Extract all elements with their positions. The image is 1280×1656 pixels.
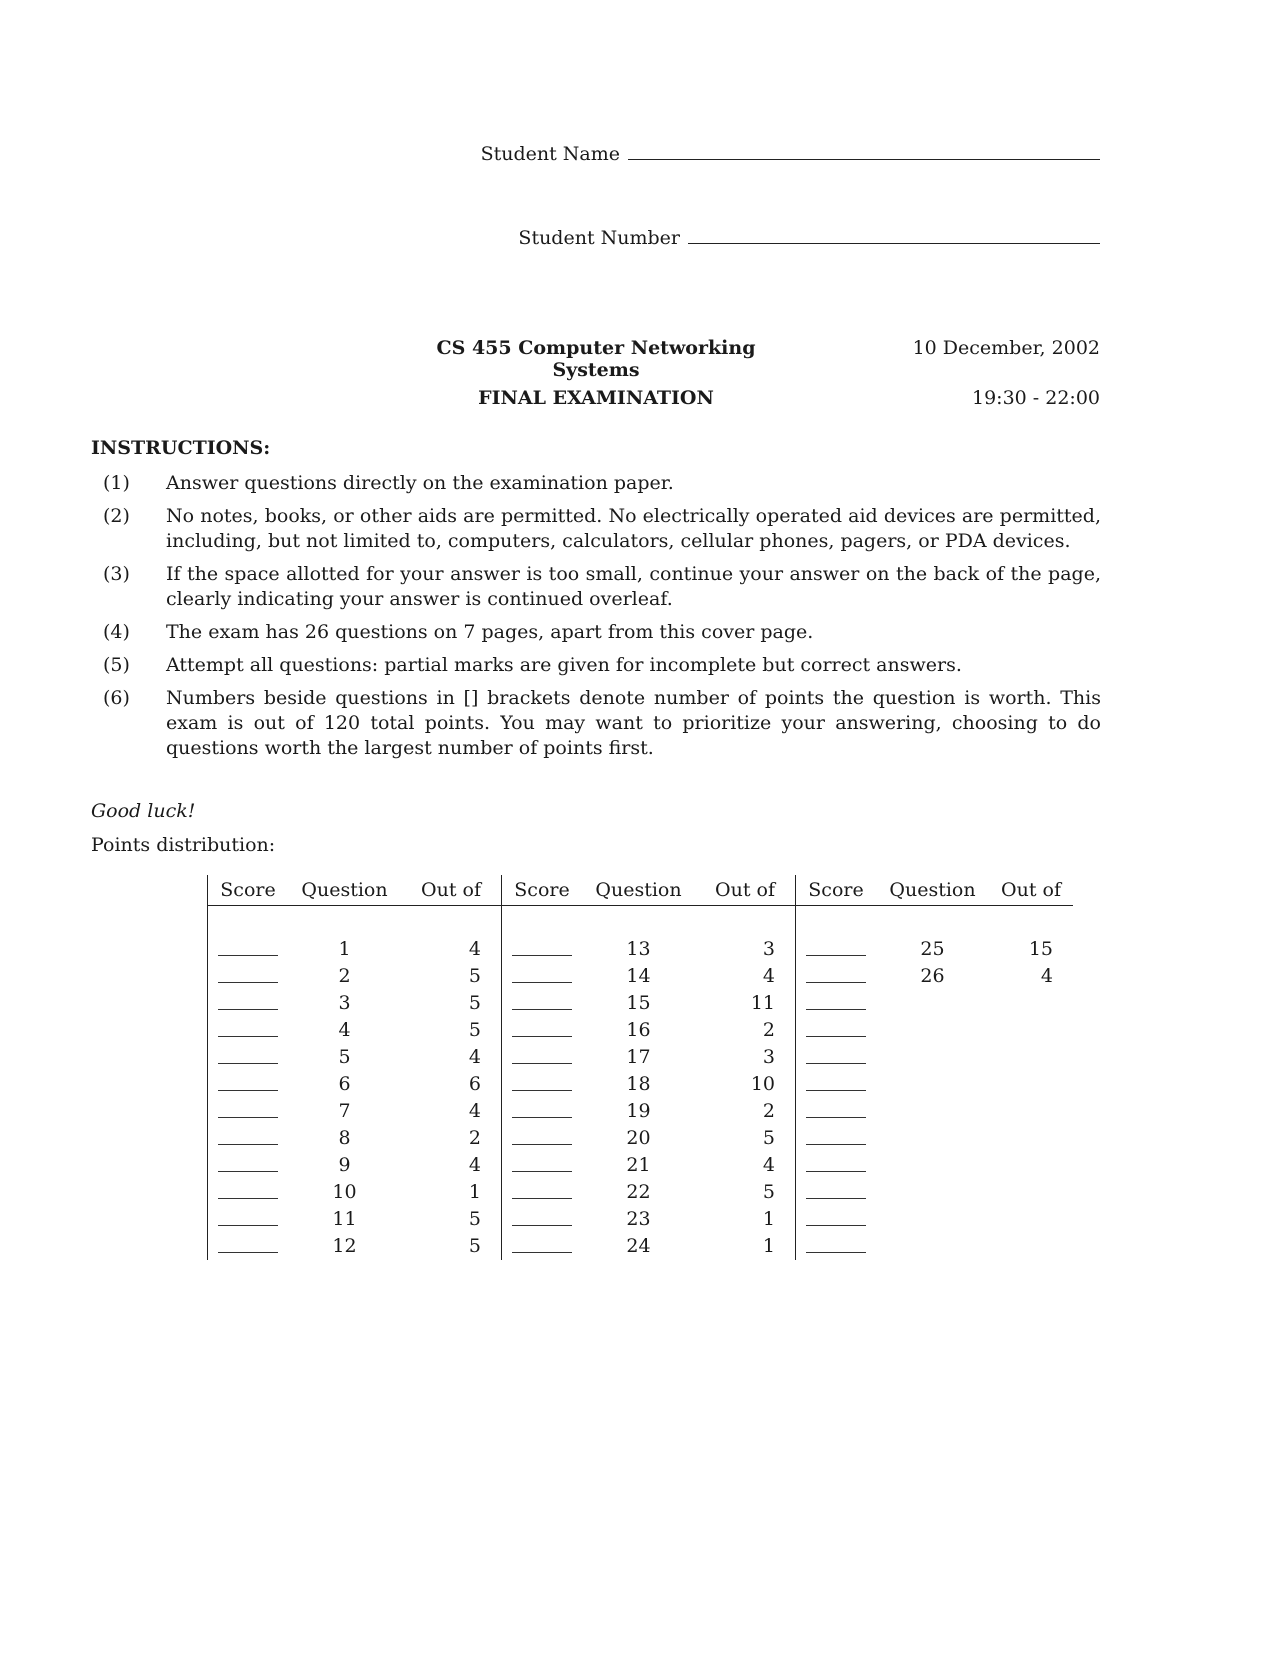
- student-name-label: Student Name: [480, 143, 620, 165]
- score-cell: [502, 1049, 582, 1064]
- instruction-number: (5): [103, 654, 130, 676]
- header-out-of: Out of: [715, 879, 775, 901]
- out-of-points: 5: [468, 991, 481, 1014]
- score-blank[interactable]: [512, 1117, 572, 1118]
- score-blank[interactable]: [806, 1117, 866, 1118]
- score-blank[interactable]: [512, 1063, 572, 1064]
- score-blank[interactable]: [806, 1252, 866, 1253]
- score-cell: [208, 995, 288, 1010]
- score-cell: [796, 1157, 876, 1172]
- score-blank[interactable]: [512, 1252, 572, 1253]
- score-cell: [796, 1076, 876, 1091]
- header-out-of: Out of: [1001, 879, 1061, 901]
- score-cell: [502, 1184, 582, 1199]
- table-row: [796, 1016, 1073, 1043]
- question-number: 26: [920, 964, 945, 987]
- table-row: [502, 1232, 795, 1259]
- score-blank[interactable]: [218, 1117, 278, 1118]
- instruction-number: (1): [103, 472, 130, 494]
- score-cell: [502, 1022, 582, 1037]
- instruction-item: [91, 686, 1101, 761]
- table-row: [208, 1178, 501, 1205]
- table-row: [502, 1043, 795, 1070]
- score-cell: [208, 1238, 288, 1253]
- out-of-points: 4: [468, 1045, 481, 1068]
- table-row: [208, 962, 501, 989]
- table-row: [796, 989, 1073, 1016]
- score-cell: [796, 1022, 876, 1037]
- points-distribution-table: [207, 875, 1073, 1260]
- out-of-points: 15: [1028, 937, 1053, 960]
- table-row: [502, 1124, 795, 1151]
- score-cell: [796, 1049, 876, 1064]
- question-number: 14: [626, 964, 651, 987]
- question-number: 24: [626, 1234, 651, 1257]
- table-row: [796, 935, 1073, 962]
- points-group-3: [795, 875, 1073, 1260]
- question-number: 9: [338, 1153, 351, 1176]
- table-row: [796, 1151, 1073, 1178]
- question-number: 20: [626, 1126, 651, 1149]
- score-cell: [796, 968, 876, 983]
- question-number: 1: [338, 937, 351, 960]
- question-number: 5: [338, 1045, 351, 1068]
- score-blank[interactable]: [218, 1036, 278, 1037]
- points-table-header: [796, 875, 1073, 906]
- header-score: Score: [808, 879, 864, 901]
- score-cell: [796, 941, 876, 956]
- score-cell: [208, 1049, 288, 1064]
- score-blank[interactable]: [218, 955, 278, 956]
- table-row: [208, 1043, 501, 1070]
- instruction-item: [91, 653, 1101, 678]
- points-group-2: [501, 875, 795, 1260]
- score-cell: [208, 968, 288, 983]
- points-table-header: [208, 875, 501, 906]
- out-of-points: 2: [762, 1099, 775, 1122]
- score-cell: [208, 1211, 288, 1226]
- header-out-of: Out of: [421, 879, 481, 901]
- question-number: 13: [626, 937, 651, 960]
- out-of-points: 1: [762, 1234, 775, 1257]
- table-row: [208, 935, 501, 962]
- question-number: 7: [338, 1099, 351, 1122]
- question-number: 12: [332, 1234, 357, 1257]
- out-of-points: 5: [762, 1126, 775, 1149]
- table-row: [502, 1178, 795, 1205]
- score-blank[interactable]: [806, 1171, 866, 1172]
- score-blank[interactable]: [806, 1090, 866, 1091]
- out-of-points: 2: [468, 1126, 481, 1149]
- score-cell: [502, 1211, 582, 1226]
- instruction-text: Answer questions directly on the examination paper.: [166, 472, 674, 494]
- out-of-points: 3: [762, 1045, 775, 1068]
- table-row: [208, 1097, 501, 1124]
- score-blank[interactable]: [512, 982, 572, 983]
- instruction-item: [91, 504, 1101, 554]
- table-row: [502, 962, 795, 989]
- instruction-number: (4): [103, 621, 130, 643]
- question-number: 22: [626, 1180, 651, 1203]
- table-row: [208, 1124, 501, 1151]
- score-blank[interactable]: [218, 1009, 278, 1010]
- out-of-points: 4: [762, 1153, 775, 1176]
- score-cell: [796, 1238, 876, 1253]
- out-of-points: 4: [1040, 964, 1053, 987]
- table-row: [502, 1151, 795, 1178]
- points-distribution-label: Points distribution:: [91, 834, 276, 856]
- student-number-blank[interactable]: [688, 242, 1100, 244]
- instruction-number: (2): [103, 505, 130, 527]
- instructions-list: [91, 471, 1101, 769]
- out-of-points: 5: [762, 1180, 775, 1203]
- out-of-points: 6: [468, 1072, 481, 1095]
- student-number-label: Student Number: [518, 227, 680, 249]
- table-row: [502, 1070, 795, 1097]
- out-of-points: 11: [750, 991, 775, 1014]
- question-number: 23: [626, 1207, 651, 1230]
- header-score: Score: [220, 879, 276, 901]
- student-name-blank[interactable]: [628, 158, 1100, 160]
- out-of-points: 5: [468, 1207, 481, 1230]
- instruction-item: [91, 620, 1101, 645]
- table-row: [502, 935, 795, 962]
- score-blank[interactable]: [218, 1144, 278, 1145]
- table-row: [796, 1124, 1073, 1151]
- table-row: [796, 1205, 1073, 1232]
- table-row: [796, 962, 1073, 989]
- score-cell: [208, 1076, 288, 1091]
- score-blank[interactable]: [806, 982, 866, 983]
- table-row: [796, 1043, 1073, 1070]
- out-of-points: 4: [468, 1153, 481, 1176]
- question-number: 19: [626, 1099, 651, 1122]
- question-number: 11: [332, 1207, 357, 1230]
- score-cell: [796, 1184, 876, 1199]
- out-of-points: 2: [762, 1018, 775, 1041]
- instruction-item: [91, 471, 1101, 496]
- question-number: 8: [338, 1126, 351, 1149]
- question-number: 17: [626, 1045, 651, 1068]
- score-blank[interactable]: [512, 955, 572, 956]
- score-cell: [208, 1022, 288, 1037]
- score-cell: [502, 1238, 582, 1253]
- table-row: [208, 1151, 501, 1178]
- score-cell: [796, 1211, 876, 1226]
- table-row: [796, 1178, 1073, 1205]
- score-blank[interactable]: [806, 955, 866, 956]
- course-title: CS 455 Computer Networking Systems: [436, 337, 756, 381]
- table-row: [502, 1097, 795, 1124]
- question-number: 18: [626, 1072, 651, 1095]
- score-blank[interactable]: [512, 1009, 572, 1010]
- out-of-points: 10: [750, 1072, 775, 1095]
- exam-type: FINAL EXAMINATION: [478, 387, 714, 409]
- out-of-points: 1: [762, 1207, 775, 1230]
- score-blank[interactable]: [512, 1144, 572, 1145]
- student-name-field: [481, 143, 1100, 165]
- table-row: [208, 1232, 501, 1259]
- score-cell: [208, 1103, 288, 1118]
- score-blank[interactable]: [512, 1198, 572, 1199]
- table-row: [502, 1205, 795, 1232]
- score-cell: [208, 941, 288, 956]
- out-of-points: 1: [468, 1180, 481, 1203]
- exam-date: 10 December, 2002: [912, 337, 1100, 359]
- instruction-text: If the space allotted for your answer is too small, continue your answer on the back of the page, clearly indicating your answer is continued overleaf.: [166, 563, 1101, 610]
- out-of-points: 4: [762, 964, 775, 987]
- score-blank[interactable]: [218, 1171, 278, 1172]
- score-blank[interactable]: [806, 1036, 866, 1037]
- score-cell: [502, 1076, 582, 1091]
- score-cell: [796, 1130, 876, 1145]
- instruction-number: (3): [103, 563, 130, 585]
- score-blank[interactable]: [806, 1198, 866, 1199]
- score-cell: [502, 1157, 582, 1172]
- points-table-header: [502, 875, 795, 906]
- instruction-text: No notes, books, or other aids are permitted. No electrically operated aid devices are permitted, including, but not limited to, computers, calculators, cellular phones, pagers, or PDA devices.: [166, 505, 1101, 552]
- table-row: [502, 1016, 795, 1043]
- score-cell: [502, 1130, 582, 1145]
- instruction-text: Numbers beside questions in [] brackets denote number of points the question is worth. This exam is out of 120 total points. You may want to prioritize your answering, choosing to do questions worth the largest number of points first.: [166, 687, 1101, 759]
- out-of-points: 4: [468, 937, 481, 960]
- out-of-points: 4: [468, 1099, 481, 1122]
- score-blank[interactable]: [512, 1036, 572, 1037]
- question-number: 21: [626, 1153, 651, 1176]
- score-cell: [796, 995, 876, 1010]
- header-question: Question: [301, 879, 388, 901]
- question-number: 3: [338, 991, 351, 1014]
- question-number: 6: [338, 1072, 351, 1095]
- exam-time: 19:30 - 22:00: [971, 387, 1100, 409]
- question-number: 10: [332, 1180, 357, 1203]
- score-blank[interactable]: [218, 1225, 278, 1226]
- score-cell: [502, 968, 582, 983]
- score-blank[interactable]: [512, 1171, 572, 1172]
- score-blank[interactable]: [218, 1198, 278, 1199]
- instruction-text: The exam has 26 questions on 7 pages, apart from this cover page.: [166, 621, 814, 643]
- score-cell: [796, 1103, 876, 1118]
- score-blank[interactable]: [512, 1090, 572, 1091]
- score-blank[interactable]: [806, 1063, 866, 1064]
- question-number: 15: [626, 991, 651, 1014]
- score-cell: [502, 995, 582, 1010]
- table-row: [502, 989, 795, 1016]
- table-row: [796, 1070, 1073, 1097]
- table-row: [208, 1205, 501, 1232]
- table-row: [208, 1070, 501, 1097]
- table-row: [208, 989, 501, 1016]
- score-cell: [208, 1130, 288, 1145]
- question-number: 16: [626, 1018, 651, 1041]
- table-row: [796, 1097, 1073, 1124]
- question-number: 2: [338, 964, 351, 987]
- out-of-points: 5: [468, 1018, 481, 1041]
- table-row: [796, 1232, 1073, 1259]
- student-number-field: [518, 227, 1100, 249]
- score-blank[interactable]: [806, 1225, 866, 1226]
- score-cell: [502, 941, 582, 956]
- score-blank[interactable]: [218, 1090, 278, 1091]
- question-number: 4: [338, 1018, 351, 1041]
- score-blank[interactable]: [218, 1063, 278, 1064]
- score-cell: [208, 1157, 288, 1172]
- out-of-points: 5: [468, 964, 481, 987]
- header-score: Score: [514, 879, 570, 901]
- score-blank[interactable]: [806, 1144, 866, 1145]
- score-cell: [208, 1184, 288, 1199]
- score-blank[interactable]: [218, 1252, 278, 1253]
- score-blank[interactable]: [512, 1225, 572, 1226]
- instruction-number: (6): [103, 687, 130, 709]
- points-group-1: [207, 875, 501, 1260]
- table-row: [208, 1016, 501, 1043]
- score-cell: [502, 1103, 582, 1118]
- instructions-heading: INSTRUCTIONS:: [91, 437, 271, 459]
- instruction-text: Attempt all questions: partial marks are given for incomplete but correct answers.: [166, 654, 962, 676]
- out-of-points: 3: [762, 937, 775, 960]
- out-of-points: 5: [468, 1234, 481, 1257]
- good-luck-text: Good luck!: [91, 800, 196, 822]
- header-question: Question: [595, 879, 682, 901]
- score-blank[interactable]: [806, 1009, 866, 1010]
- instruction-item: [91, 562, 1101, 612]
- question-number: 25: [920, 937, 945, 960]
- header-question: Question: [889, 879, 976, 901]
- score-blank[interactable]: [218, 982, 278, 983]
